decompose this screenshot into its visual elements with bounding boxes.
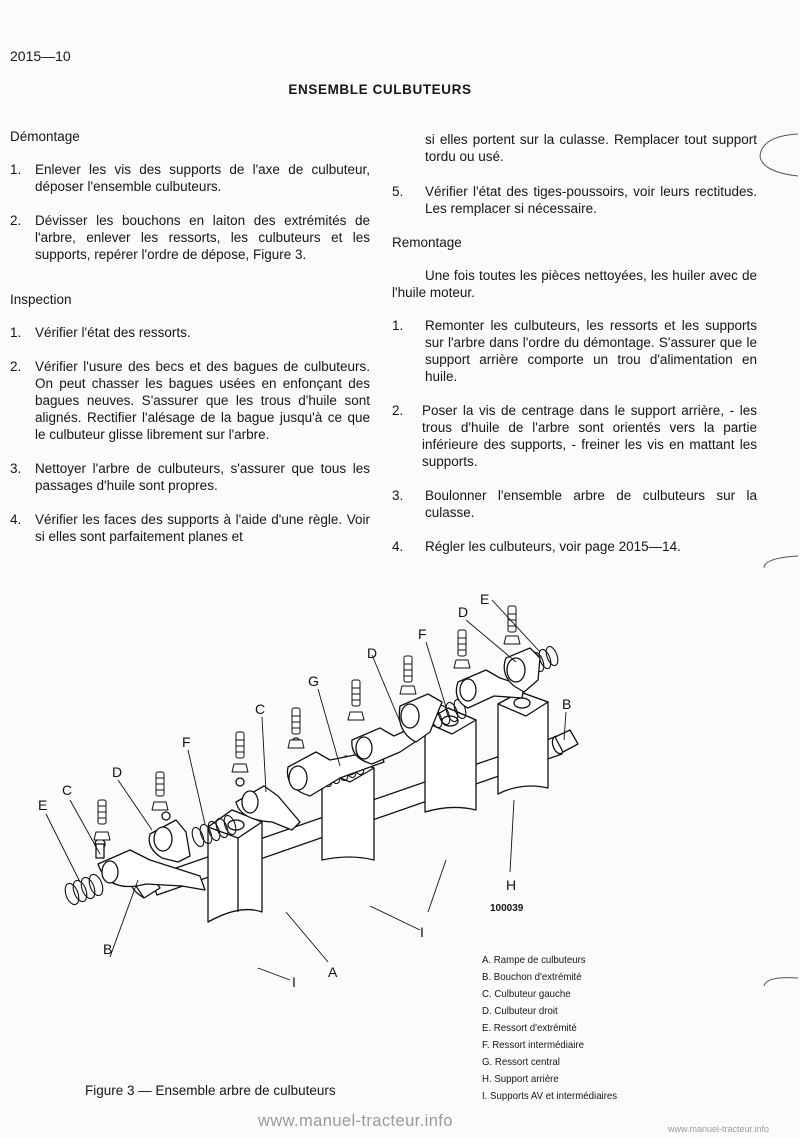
legend-item: F. Ressort intermédiaire	[482, 1039, 585, 1051]
legend-item: E. Ressort d'extrémité	[482, 1022, 577, 1034]
list-item	[392, 402, 757, 470]
list-item	[392, 183, 757, 217]
item-text: Vérifier l'état des tiges-poussoirs, voir leurs rectitudes. Les remplacer si nécessaire.	[425, 184, 757, 216]
item-text: Remonter les culbuteurs, les ressorts et les supports sur l'arbre dans l'ordre du démontage. S'assurer que le support arrière comporte un trou d'alimentation en huile.	[425, 318, 757, 384]
label-c-mid: C	[255, 701, 266, 717]
item-number: 1.	[10, 162, 22, 177]
legend-item: H. Support arrière	[482, 1073, 559, 1085]
item-text: Boulonner l'ensemble arbre de culbuteurs sur la culasse.	[425, 488, 757, 520]
label-d-right: D	[458, 604, 469, 620]
list-item	[10, 161, 370, 195]
label-b-right: B	[562, 696, 572, 712]
item-number: 2.	[10, 213, 22, 228]
punch-hole-mark	[760, 972, 800, 1012]
label-h: H	[506, 877, 517, 893]
list-item	[10, 511, 370, 545]
figure-legend	[482, 952, 617, 1105]
list-item	[10, 212, 370, 263]
item-text: Dévisser les bouchons en laiton des extrémités de l'arbre, enlever les ressorts, les culbuteurs et les supports, repérer l'ordre de dépose, Figure 3.	[35, 213, 370, 262]
demontage-heading: Démontage	[10, 129, 80, 144]
legend-item: G. Ressort central	[482, 1056, 560, 1068]
label-e-left: E	[38, 797, 48, 813]
figure-caption: Figure 3 — Ensemble arbre de culbuteurs	[85, 1083, 336, 1098]
label-a: A	[328, 964, 338, 980]
legend-item: I. Supports AV et intermédiaires	[482, 1090, 618, 1102]
item-number: 1.	[10, 325, 22, 340]
item-number: 4.	[10, 512, 22, 527]
right-column	[392, 131, 757, 572]
label-i-left: I	[292, 974, 296, 990]
list-item	[10, 358, 370, 443]
item-text: Poser la vis de centrage dans le support arrière, - les trous d'huile de l'arbre sont orientés vers la partie inférieure des supports, - freiner les vis en mattant les supports.	[422, 403, 757, 469]
item-number: 2.	[392, 403, 404, 418]
footer-watermark: www.manuel-tracteur.info	[258, 1112, 453, 1130]
list-item	[10, 324, 370, 341]
support-rear	[498, 692, 548, 794]
remontage-heading: Remontage	[392, 235, 462, 250]
item-text: Vérifier l'usure des becs et des bagues de culbuteurs. On peut chasser les bagues usées en enfonçant des bagues neuves. S'assurer que les trous d'huile sont alignés. Rectifier l'alésage de la bague jusqu'à ce que le culbuteur glisse librement sur l'arbre.	[35, 359, 370, 442]
item-number: 5.	[392, 184, 404, 199]
inspection-heading: Inspection	[10, 292, 72, 307]
punch-hole-mark	[752, 130, 800, 180]
label-c-left: C	[62, 782, 73, 798]
list-item	[392, 317, 757, 385]
list-item	[392, 487, 757, 521]
page-number: 2015—10	[10, 48, 71, 64]
legend-item: B. Bouchon d'extrémité	[482, 971, 582, 983]
item-number: 1.	[392, 318, 404, 333]
item-number: 2.	[10, 359, 22, 374]
label-b-left: B	[103, 941, 113, 957]
item-text: Enlever les vis des supports de l'axe de culbuteur, déposer l'ensemble culbuteurs.	[35, 162, 370, 194]
item-text: Régler les culbuteurs, voir page 2015—14.	[425, 539, 681, 554]
label-e-right: E	[480, 591, 490, 607]
figure-code: 100039	[490, 903, 524, 914]
label-f-right: F	[418, 626, 427, 642]
left-column	[10, 128, 370, 562]
page-title: ENSEMBLE CULBUTEURS	[288, 82, 472, 97]
label-g: G	[308, 673, 319, 689]
rocker-2	[149, 812, 190, 862]
legend-item: A. Rampe de culbuteurs	[482, 954, 586, 966]
label-i-right: I	[420, 924, 424, 940]
item-number: 4.	[392, 539, 404, 554]
label-d-left: D	[112, 764, 123, 780]
label-d-mid: D	[367, 645, 378, 661]
item-text: Vérifier l'état des ressorts.	[35, 325, 191, 340]
item-number: 3.	[10, 461, 22, 476]
legend-item: D. Culbuteur droit	[482, 1005, 558, 1017]
list-item	[392, 538, 757, 555]
spring-end-left	[63, 873, 106, 907]
item-text: Nettoyer l'arbre de culbuteurs, s'assurer que tous les passages d'huile sont propres.	[35, 461, 370, 493]
remontage-intro: Une fois toutes les pièces nettoyées, les huiler avec de l'huile moteur.	[392, 268, 757, 300]
continuation-text: si elles portent sur la culasse. Remplacer tout support tordu ou usé.	[425, 132, 757, 164]
legend-item: C. Culbuteur gauche	[482, 988, 571, 1000]
list-item	[10, 460, 370, 494]
item-number: 3.	[392, 488, 404, 503]
label-f-left: F	[182, 734, 191, 750]
item-text: Vérifier les faces des supports à l'aide d'une règle. Voir si elles sont parfaitement planes et	[35, 512, 370, 544]
footer-watermark-small: www.manuel-tracteur.info	[668, 1124, 770, 1134]
